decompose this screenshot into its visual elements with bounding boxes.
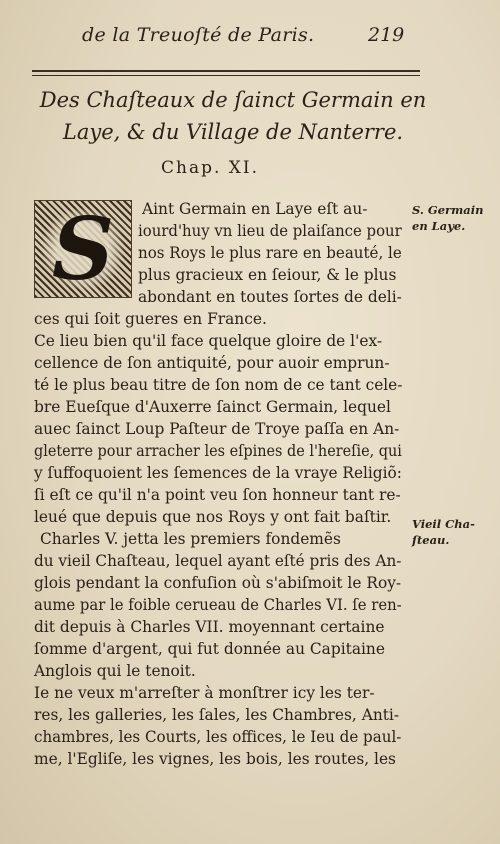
body-line: leué que depuis que nos Roys y ont fait baſtir. xyxy=(34,508,392,526)
body-line: plus gracieux en ſeiour, & le plus xyxy=(138,266,397,284)
body-line: ſi eſt ce qu'il n'a point veu ſon honneur tant re- xyxy=(34,486,401,504)
body-line: Ce lieu bien qu'il face quelque gloire de l'ex- xyxy=(34,332,383,350)
body-line: ſomme d'argent, qui fut donnée au Capitaine xyxy=(34,640,385,658)
body-line: iourd'huy vn lieu de plaiſance pour xyxy=(138,222,402,240)
body-line: Aint Germain en Laye eſt au- xyxy=(142,200,368,218)
body-line: aume par le foible cerueau de Charles VI. ſe ren- xyxy=(34,596,402,614)
chapter-title-line-2: Laye, & du Village de Nanterre. xyxy=(62,120,404,144)
body-line: me, l'Egliſe, les vignes, les bois, les routes, les xyxy=(34,750,396,768)
body-line: té le plus beau titre de ſon nom de ce tant cele- xyxy=(34,376,403,394)
body-line: Ie ne veux m'arreſter à monſtrer icy les ter- xyxy=(34,684,375,702)
body-line: abondant en toutes ſortes de deli- xyxy=(138,288,402,306)
decorated-initial xyxy=(34,200,132,298)
body-line: gleterre pour arracher les eſpines de l'hereſie, qui xyxy=(34,442,402,460)
body-line: ces qui ſoit gueres en France. xyxy=(34,310,267,328)
page-number: 219 xyxy=(368,24,405,46)
body-line: cellence de ſon antiquité, pour auoir emprun- xyxy=(34,354,390,372)
running-header: de la Treuoſté de Paris. xyxy=(82,24,315,46)
body-line: dit depuis à Charles VII. moyennant certaine xyxy=(34,618,385,636)
initial-letter: S xyxy=(35,201,131,297)
chapter-title-line-1: Des Chaſteaux de ſainct Germain en xyxy=(39,88,427,112)
top-rule xyxy=(32,70,420,72)
body-line: bre Eueſque d'Auxerre ſainct Germain, lequel xyxy=(34,398,391,416)
body-line: nos Roys le plus rare en beauté, le xyxy=(138,244,402,262)
marginal-note: Vieil Cha- xyxy=(412,517,475,531)
chapter-number: Chap. XI. xyxy=(160,158,259,178)
marginal-note: S. Germain xyxy=(412,203,484,217)
body-line: chambres, les Courts, les offices, le Ieu de paul- xyxy=(34,728,402,746)
marginal-note: ſteau. xyxy=(412,533,450,547)
body-line: res, les galleries, les ſales, les Chambres, Anti- xyxy=(34,706,400,724)
top-rule-thin xyxy=(32,75,420,76)
body-line: y ſuffoquoient les ſemences de la vraye Religiõ: xyxy=(34,464,402,482)
body-line: Charles V. jetta les premiers fondemẽs xyxy=(40,530,341,548)
body-line: du vieil Chaſteau, lequel ayant eſté pris des An- xyxy=(34,552,402,570)
marginal-note: en Laye. xyxy=(412,219,466,233)
body-line: auec ſainct Loup Paſteur de Troye paſſa en An- xyxy=(34,420,400,438)
body-line: glois pendant la confuſion où s'abiſmoit le Roy- xyxy=(34,574,402,592)
body-line: Anglois qui le tenoit. xyxy=(34,662,196,680)
